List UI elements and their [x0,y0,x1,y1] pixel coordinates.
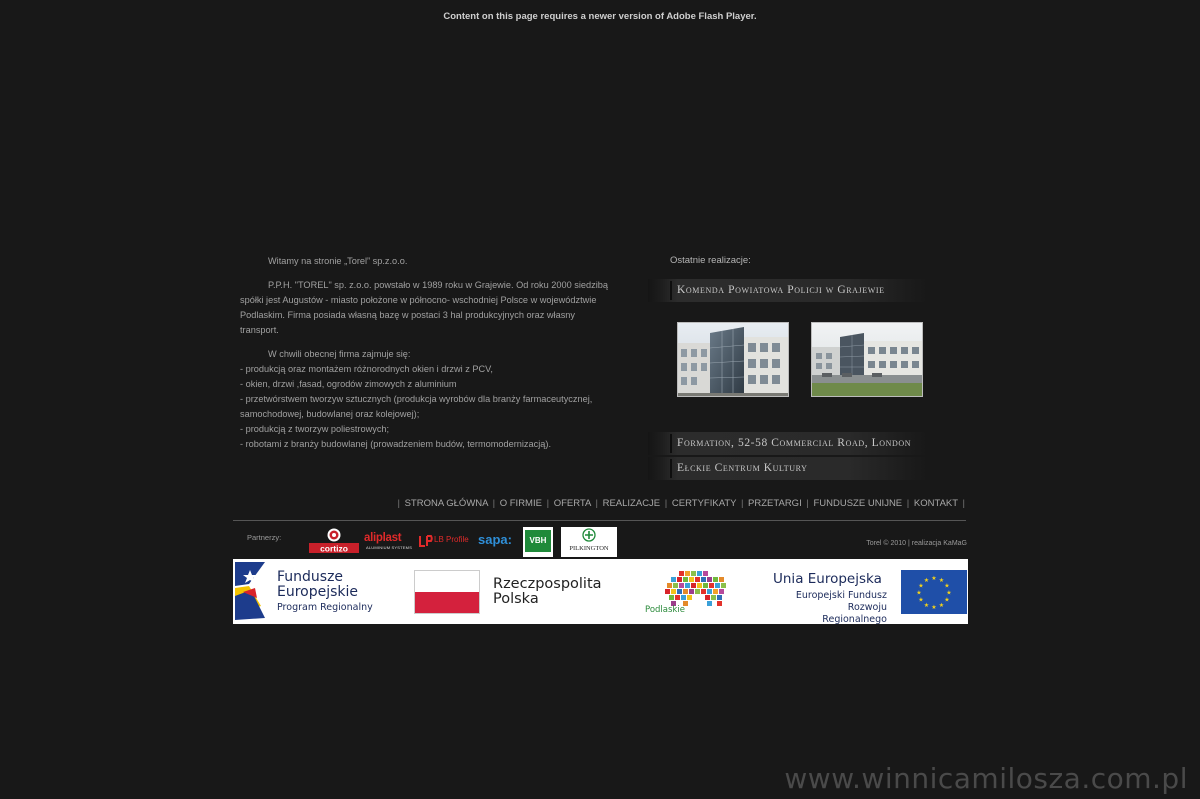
list-item: - produkcją z tworzyw poliestrowych; [240,424,390,434]
nav-separator: | [595,498,598,509]
lb-profile-name: LB Profile [434,535,469,544]
nav-link-eu-funds[interactable]: FUNDUSZE UNIJNE [813,498,903,509]
svg-text:★: ★ [938,602,945,609]
aliplast-subtitle: ALUMINIUM SYSTEMS [366,545,413,550]
footer-divider [233,520,966,521]
nav-separator: | [397,498,400,509]
eu-flag-icon [901,570,967,614]
svg-text:★: ★ [938,577,945,584]
nav-separator: | [962,498,965,509]
fe-subtitle: Program Regionalny [277,602,373,613]
svg-text:★: ★ [944,596,950,604]
recent-projects-label: Ostatnie realizacje: [670,255,751,266]
svg-text:★: ★ [918,596,924,604]
nav-separator: | [740,498,744,509]
pilkington-logo-icon [561,527,617,557]
project-thumbnail-1[interactable] [677,322,789,397]
activities-intro: W chwili obecnej firma zajmuje się: [268,349,411,359]
project-link-elk-culture-center[interactable]: Ełckie Centrum Kultury [648,457,928,480]
svg-text:★: ★ [946,589,952,597]
flash-player-notice: Content on this page requires a newer version of Adobe Flash Player. [443,11,757,22]
nav-link-contact[interactable]: KONTAKT [913,498,958,509]
svg-text:★: ★ [931,575,937,582]
nav-separator: | [906,498,910,509]
eu-subtitle: Europejski Fundusz Rozwoju Regionalnego [795,590,887,625]
eu-title: Unia Europejska [773,571,882,587]
list-item: - robotami z branży budowlanej (prowadzeniem budów, termomodernizacją). [240,439,551,449]
svg-text:★: ★ [916,589,922,597]
lb-profile-mark-icon [419,535,433,547]
svg-text:★: ★ [923,577,930,584]
svg-text:★: ★ [918,582,924,590]
aliplast-name: aliplast [364,532,402,544]
list-item: - produkcją oraz montażem różnorodnych okien i drzwi z PCV, [240,364,493,374]
project-thumbnail-2[interactable] [811,322,923,397]
partner-logo-vbh[interactable] [523,527,553,557]
list-item: - okien, drzwi ,fasad, ogrodów zimowych z aluminium [240,379,457,389]
partner-logo-aliplast[interactable] [364,527,416,557]
copyright-notice: Torel © 2010 | realizacja KaMaG [866,540,967,547]
sapa-name: sapa: [478,532,512,547]
main-navigation [395,498,967,509]
nav-separator: | [546,498,550,509]
fundusze-europejskie-logo-icon [235,562,271,620]
nav-link-realizations[interactable]: REALIZACJE [602,498,661,509]
partner-logo-cortizo[interactable] [308,527,360,557]
project-link-police[interactable]: Komenda Powiatowa Policji w Grajewie [648,279,928,302]
project-link-london[interactable]: Formation, 52-58 Commercial Road, London [648,432,928,455]
nav-link-offer[interactable]: OFERTA [553,498,591,509]
nav-separator: | [492,498,496,509]
list-item: - przetwórstwem tworzyw sztucznych (produkcja wyrobów dla branży farmaceutycznej, samochodowej, budowlanej oraz kolejowej); [240,394,593,419]
cortizo-logo-icon [308,527,360,557]
svg-text:★: ★ [931,604,937,611]
intro-about: P.P.H. "TOREL" sp. z.o.o. powstało w 1989 roku w Grajewie. Od roku 2000 siedzibą spółki jest Augustów - miasto położone w północno- wschodniej Polsce w województwie Podlaskim. Firma posiada własną bazę w postaci 3 hal produkcyjnych oraz własny transport. [240,280,608,335]
vbh-name: VBH [525,530,551,552]
eu-funding-banner [233,559,968,624]
nav-link-tenders[interactable]: PRZETARGI [748,498,802,509]
activities-list [240,362,610,452]
svg-text:★: ★ [944,582,950,590]
intro-section [240,254,610,452]
building-photo-2 [812,323,923,397]
intro-greeting: Witamy na stronie „Torel” sp.z.o.o. [268,256,408,266]
rzeczpospolita-title: Rzeczpospolita Polska [493,576,602,607]
fe-title: Fundusze Europejskie [277,569,359,600]
partner-logo-pilkington[interactable] [561,527,617,557]
partners-label: Partnerzy: [247,533,282,542]
partner-logo-sapa[interactable] [477,527,519,557]
nav-separator: | [806,498,809,509]
nav-link-certificates[interactable]: CERTYFIKATY [671,498,737,509]
partner-logo-lb-profile[interactable] [419,527,475,557]
svg-text:★: ★ [923,602,930,609]
nav-link-about[interactable]: O FIRMIE [499,498,542,509]
nav-link-home[interactable]: STRONA GŁÓWNA [404,498,488,509]
site-watermark: www.winnicamilosza.com.pl [784,762,1188,795]
nav-separator: | [664,498,668,509]
building-photo-1 [678,323,789,397]
podlaskie-label: Podlaskie [645,605,685,615]
svg-text:cortizo: cortizo [320,543,348,554]
polish-flag-icon [414,570,480,614]
svg-text:PILKINGTON: PILKINGTON [569,545,609,552]
